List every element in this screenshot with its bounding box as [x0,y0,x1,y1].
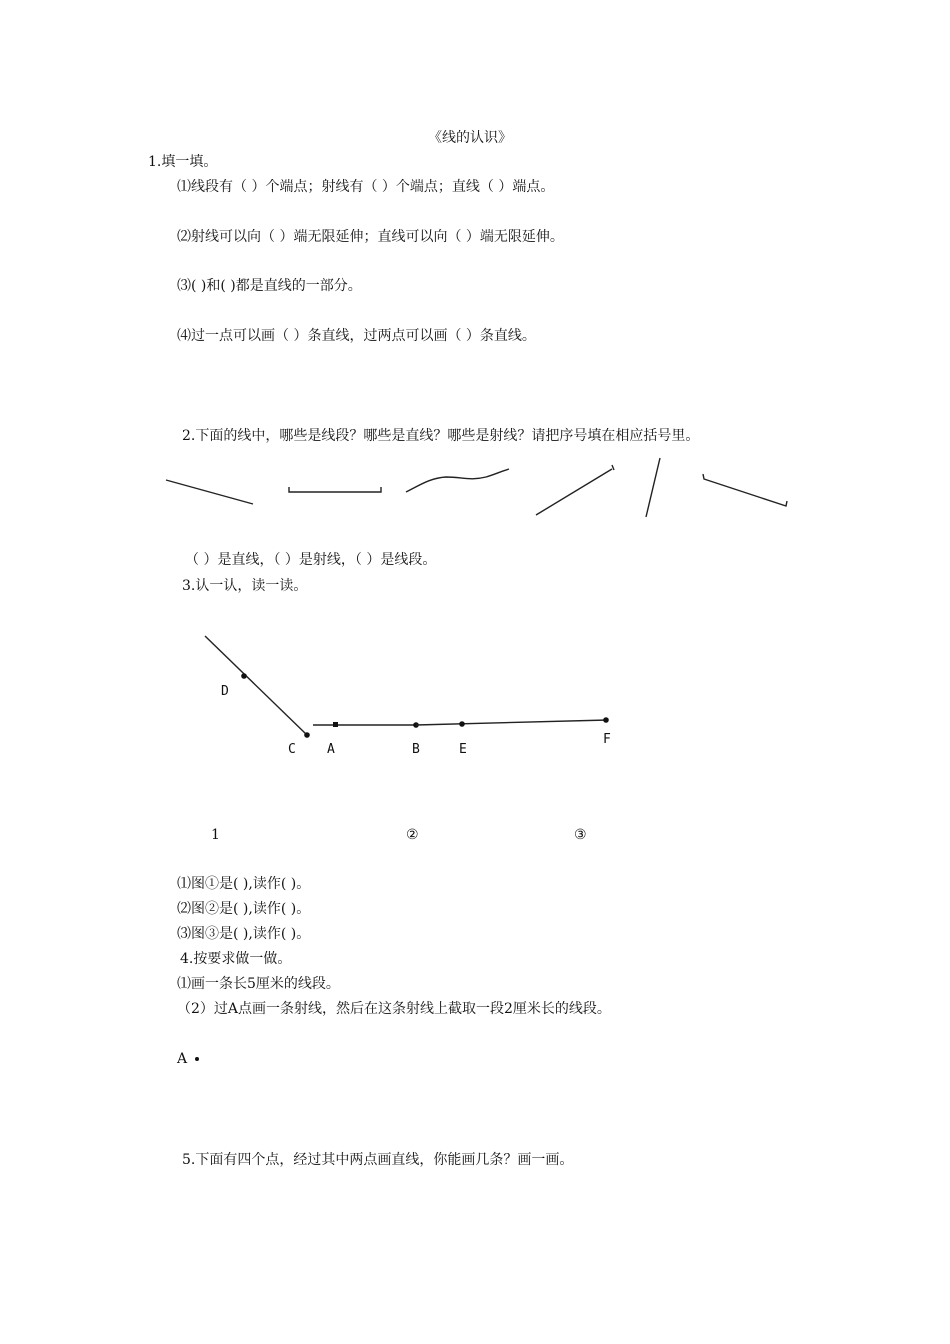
q3-label-b: B [412,742,420,757]
q3-label-f: F [603,732,611,747]
q3-figure-number-1: 1 [211,827,220,843]
q2-line-2 [289,487,381,492]
q2-line-5 [646,458,660,517]
q3-label-c: C [288,742,296,757]
q3-line-ef [416,720,608,725]
q2-line-6 [703,474,787,506]
q2-line-4 [536,469,612,515]
q4-point-a-label [177,1050,199,1068]
q1-heading: 1.填一填。 [148,154,218,170]
q4-item-1: ⑴画一条长5厘米的线段。 [177,976,340,992]
q2-curve-3 [406,469,509,492]
q3-figure-number-3: ③ [574,827,587,843]
q4-point-a-dot [195,1057,199,1061]
q3-point-f [603,717,609,723]
q3-point-d [241,673,247,679]
q4-point-a-text: A [177,1051,188,1067]
q4-heading: 4.按要求做一做。 [180,951,292,967]
q2-heading: 2.下面的线中，哪些是线段？哪些是直线？哪些是射线？请把序号填在相应括号里。 [182,428,700,444]
page-title: 《线的认识》 [428,130,512,146]
q3-label-e: E [459,742,467,757]
q1-item-4: ⑷过一点可以画（ ）条直线，过两点可以画（ ）条直线。 [177,328,536,344]
q3-item-1: ⑴图①是( ),读作( )。 [177,876,311,892]
q2-line-1 [166,480,253,504]
q3-label-a: A [327,742,335,757]
q1-item-2: ⑵射线可以向（ ）端无限延伸；直线可以向（ ）端无限延伸。 [177,229,564,245]
q3-figure-number-2: ② [406,827,419,843]
q4-item-2: （2）过A点画一条射线，然后在这条射线上截取一段2厘米长的线段。 [177,1001,611,1017]
q1-item-1: ⑴线段有（ ）个端点；射线有（ ）个端点；直线（ ）端点。 [177,179,555,195]
q3-item-3: ⑶图③是( ),读作( )。 [177,926,311,942]
q2-line-4-tick [612,465,614,470]
q3-point-e [459,721,465,727]
q5-heading: 5.下面有四个点，经过其中两点画直线，你能画几条？画一画。 [182,1152,574,1168]
q3-point-a [333,722,338,727]
q3-label-d: D [221,684,229,699]
q3-heading: 3.认一认，读一读。 [182,578,308,594]
q3-item-2: ⑵图②是( ),读作( )。 [177,901,311,917]
q3-point-c [304,732,310,738]
q1-item-3: ⑶( )和( )都是直线的一部分。 [177,278,362,294]
q2-answer: （ ）是直线，（ ）是射线，（ ）是线段。 [185,552,437,568]
